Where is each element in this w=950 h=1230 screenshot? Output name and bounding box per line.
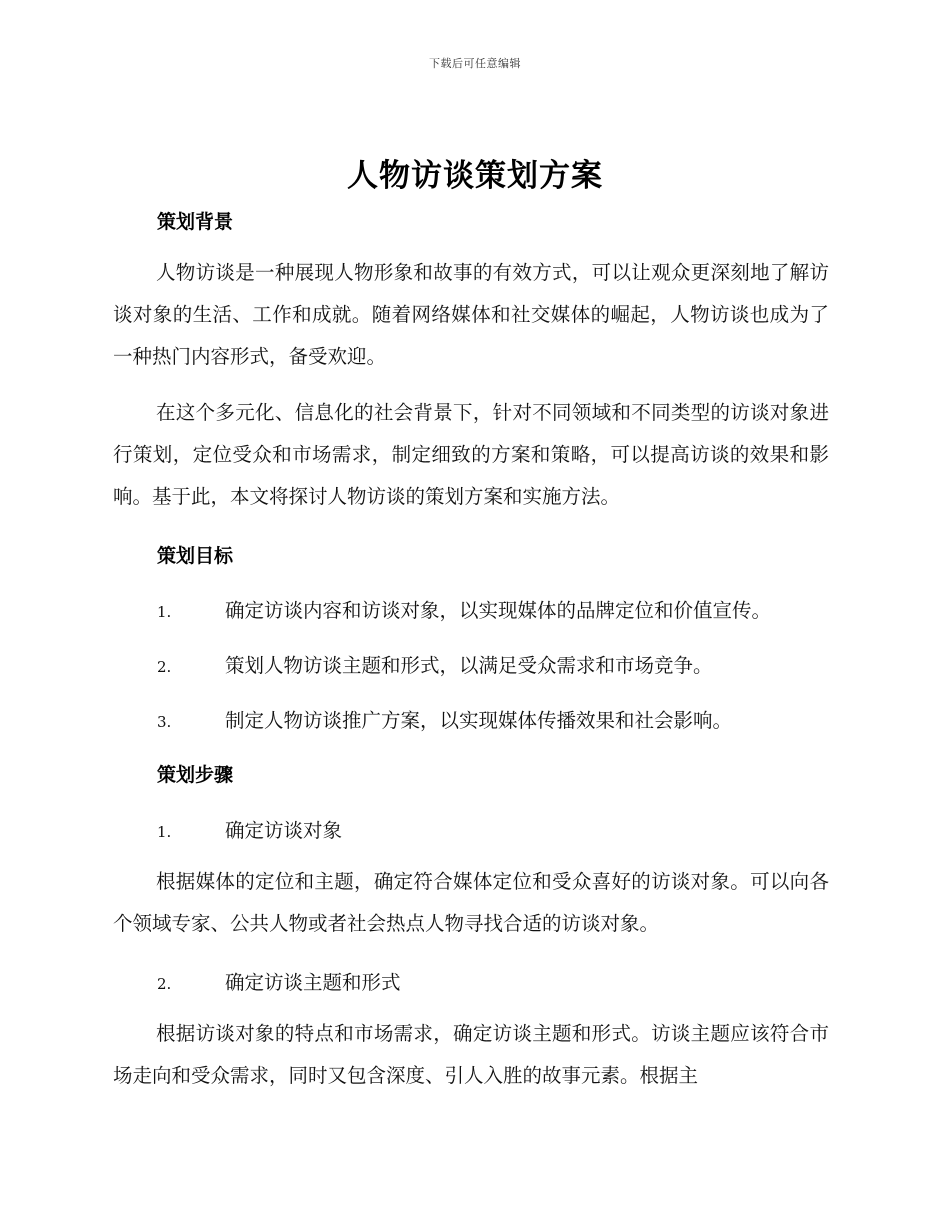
- section-heading-background: 策划背景: [157, 211, 234, 233]
- step-paragraph-2: 根据访谈对象的特点和市场需求，确定访谈主题和形式。访谈主题应该符合市场走向和受众需求，同时又包含深度、引人入胜的故事元素。根据主: [113, 1022, 829, 1087]
- goal-item-number: 3.: [157, 713, 172, 731]
- goal-item: [157, 595, 837, 623]
- goal-item-text: 制定人物访谈推广方案，以实现媒体传播效果和社会影响。: [225, 709, 733, 732]
- goal-item-number: 2.: [157, 658, 172, 676]
- goal-item: [157, 705, 837, 733]
- step-item-number: 1.: [157, 823, 172, 841]
- header-note: 下载后可任意编辑: [429, 57, 521, 70]
- goal-item-text: 策划人物访谈主题和形式，以满足受众需求和市场竞争。: [225, 654, 713, 677]
- step-item-title: 确定访谈主题和形式: [225, 971, 401, 994]
- step-item-title: 确定访谈对象: [225, 819, 343, 842]
- document-title: 人物访谈策划方案: [347, 158, 603, 194]
- goal-item-number: 1.: [157, 603, 172, 621]
- step-item-number: 2.: [157, 975, 172, 993]
- section-heading-goals: 策划目标: [157, 545, 234, 567]
- goal-item-text: 确定访谈内容和访谈对象，以实现媒体的品牌定位和价值宣传。: [225, 599, 772, 622]
- background-paragraph-1: 人物访谈是一种展现人物形象和故事的有效方式，可以让观众更深刻地了解访谈对象的生活、工作和成就。随着网络媒体和社交媒体的崛起，人物访谈也成为了一种热门内容形式，备受欢迎。: [113, 261, 829, 368]
- step-paragraph-1: 根据媒体的定位和主题，确定符合媒体定位和受众喜好的访谈对象。可以向各个领域专家、公共人物或者社会热点人物寻找合适的访谈对象。: [113, 870, 829, 935]
- goal-item: [157, 650, 837, 678]
- step-item: [157, 815, 837, 843]
- step-item: [157, 967, 837, 995]
- background-paragraph-2: 在这个多元化、信息化的社会背景下，针对不同领域和不同类型的访谈对象进行策划，定位受众和市场需求，制定细致的方案和策略，可以提高访谈的效果和影响。基于此，本文将探讨人物访谈的策划方案和实施方法。: [113, 401, 829, 508]
- section-heading-steps: 策划步骤: [157, 764, 234, 786]
